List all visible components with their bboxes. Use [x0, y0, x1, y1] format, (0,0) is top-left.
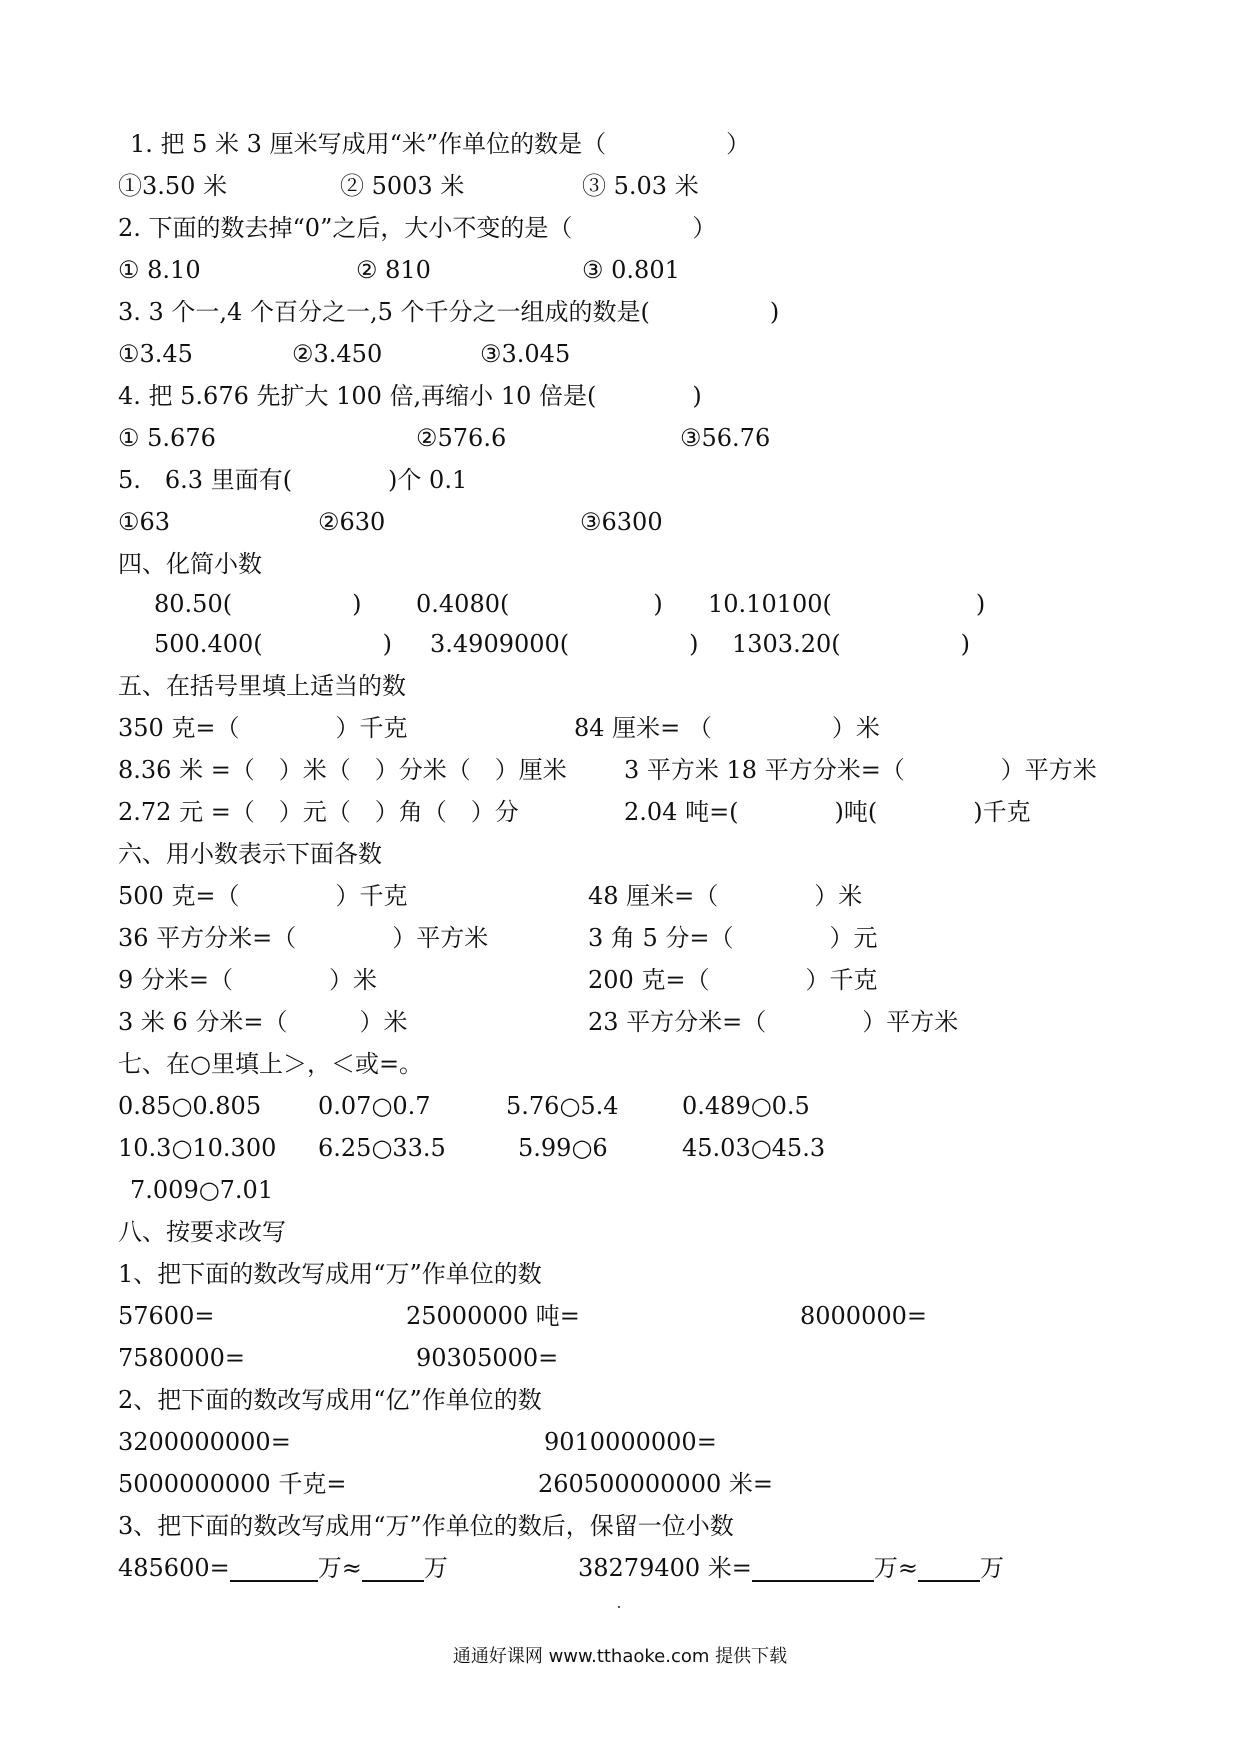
section-5-heading	[0, 666, 1240, 706]
s6-item: 48 厘米=（ ）米	[588, 882, 863, 910]
rewrite-item: 9010000000=	[544, 1428, 717, 1456]
q1-option-3: ③ 5.03 米	[582, 172, 699, 200]
q3-line	[0, 292, 1240, 332]
q1-title: 1. 把 5 米 3 厘米写成用“米”作单位的数是（ ）	[130, 130, 751, 158]
unit: 万	[423, 1554, 448, 1582]
q4-option-1: ① 5.676	[118, 424, 216, 452]
s5-item: 2.72 元 =（ ）元（ ）角（ ）分	[118, 798, 519, 826]
s6-row-3	[0, 960, 1240, 1000]
rewrite-number: 485600=	[118, 1554, 230, 1582]
q1-option-1: ①3.50 米	[118, 172, 228, 200]
answer-blank[interactable]	[230, 1554, 318, 1582]
s8-sub1-title-line	[0, 1254, 1240, 1294]
q4-options	[0, 418, 1240, 458]
s6-item: 23 平方分米=（ ）平方米	[588, 1008, 959, 1036]
q2-options	[0, 250, 1240, 290]
rewrite-number: 38279400 米=	[578, 1554, 752, 1582]
rewrite-item: 25000000 吨=	[406, 1302, 580, 1330]
q2-option-1: ① 8.10	[118, 256, 201, 284]
q5-option-1: ①63	[118, 508, 171, 536]
q2-line	[0, 208, 1240, 248]
s7-row-2	[0, 1128, 1240, 1168]
s8-sub2-row-2	[0, 1464, 1240, 1504]
s5-item: 3 平方米 18 平方分米=（ ）平方米	[624, 756, 1097, 784]
s6-row-1	[0, 876, 1240, 916]
q5-line	[0, 460, 1240, 500]
s5-item: 8.36 米 =（ ）米（ ）分米（ ）厘米	[118, 756, 567, 784]
s5-item: 2.04 吨=( )吨( )千克	[624, 798, 1031, 826]
section-8-heading	[0, 1212, 1240, 1252]
section-4-row-2	[0, 624, 1240, 664]
s5-row-2	[0, 750, 1240, 790]
s4-item: 1303.20( )	[732, 630, 970, 658]
q2-option-3: ③ 0.801	[582, 256, 680, 284]
s8-sub3-title: 3、把下面的数改写成用“万”作单位的数后，保留一位小数	[118, 1512, 734, 1540]
compare-item: 0.489○0.5	[682, 1092, 810, 1120]
rewrite-right	[578, 1548, 1004, 1588]
unit: 万	[980, 1554, 1005, 1582]
answer-blank[interactable]	[918, 1554, 980, 1582]
q3-option-1: ①3.45	[118, 340, 193, 368]
compare-item: 0.07○0.7	[318, 1092, 431, 1120]
rewrite-left	[118, 1548, 448, 1588]
s6-item: 36 平方分米=（ ）平方米	[118, 924, 489, 952]
q5-title: 5. 6.3 里面有( )个 0.1	[118, 466, 468, 494]
page-footer: 通通好课网 www.tthaoke.com 提供下载	[452, 1646, 788, 1667]
s7-row-1	[0, 1086, 1240, 1126]
q4-line	[0, 376, 1240, 416]
section-7-heading	[0, 1044, 1240, 1084]
answer-blank[interactable]	[362, 1554, 424, 1582]
compare-item: 6.25○33.5	[318, 1134, 446, 1162]
compare-item: 5.76○5.4	[506, 1092, 619, 1120]
rewrite-item: 5000000000 千克=	[118, 1470, 347, 1498]
unit-approx: 万≈	[873, 1554, 919, 1582]
q1-line	[0, 124, 1240, 164]
s4-item: 0.4080( )	[416, 590, 663, 618]
s6-item: 9 分米=（ ）米	[118, 966, 378, 994]
s5-row-3	[0, 792, 1240, 832]
answer-blank[interactable]	[752, 1554, 874, 1582]
s6-item: 3 米 6 分米=（ ）米	[118, 1008, 408, 1036]
stray-dot	[618, 1606, 620, 1608]
q3-option-2: ②3.450	[292, 340, 383, 368]
s6-item: 200 克=（ ）千克	[588, 966, 878, 994]
q5-options	[0, 502, 1240, 542]
s7-row-3	[0, 1170, 1240, 1210]
section-6-heading	[0, 834, 1240, 874]
q4-title: 4. 把 5.676 先扩大 100 倍,再缩小 10 倍是( )	[118, 382, 702, 410]
section-5-title: 五、在括号里填上适当的数	[118, 672, 406, 700]
section-6-title: 六、用小数表示下面各数	[118, 840, 382, 868]
s5-item: 84 厘米= （ ）米	[574, 714, 880, 742]
q5-option-3: ③6300	[580, 508, 663, 536]
section-4-heading	[0, 544, 1240, 584]
q3-title: 3. 3 个一,4 个百分之一,5 个千分之一组成的数是( )	[118, 298, 780, 326]
section-7-title: 七、在○里填上＞，＜或=。	[118, 1050, 424, 1078]
s8-sub2-title-line	[0, 1380, 1240, 1420]
q3-options	[0, 334, 1240, 374]
section-4-row-1	[0, 584, 1240, 624]
unit-approx: 万≈	[317, 1554, 362, 1582]
s6-row-4	[0, 1002, 1240, 1042]
s6-row-2	[0, 918, 1240, 958]
s4-item: 80.50( )	[154, 590, 362, 618]
q2-title: 2. 下面的数去掉“0”之后，大小不变的是（ ）	[118, 214, 717, 242]
s8-sub3-title-line	[0, 1506, 1240, 1546]
s6-item: 3 角 5 分=（ ）元	[588, 924, 878, 952]
q1-options	[0, 166, 1240, 206]
section-4-title: 四、化简小数	[118, 550, 262, 578]
q2-option-2: ② 810	[356, 256, 431, 284]
rewrite-item: 3200000000=	[118, 1428, 291, 1456]
s8-sub1-row-1	[0, 1296, 1240, 1336]
q1-option-2: ② 5003 米	[340, 172, 465, 200]
compare-item: 45.03○45.3	[682, 1134, 826, 1162]
s8-sub3-row	[0, 1548, 1240, 1588]
q4-option-3: ③56.76	[680, 424, 771, 452]
s5-item: 350 克=（ ）千克	[118, 714, 408, 742]
s8-sub1-title: 1、把下面的数改写成用“万”作单位的数	[118, 1260, 542, 1288]
q3-option-3: ③3.045	[480, 340, 571, 368]
s4-item: 3.4909000( )	[430, 630, 699, 658]
rewrite-item: 260500000000 米=	[538, 1470, 773, 1498]
q5-option-2: ②630	[318, 508, 386, 536]
rewrite-item: 8000000=	[800, 1302, 927, 1330]
s8-sub2-row-1	[0, 1422, 1240, 1462]
compare-item: 10.3○10.300	[118, 1134, 277, 1162]
compare-item: 7.009○7.01	[130, 1176, 274, 1204]
s4-item: 500.400( )	[154, 630, 392, 658]
rewrite-item: 90305000=	[416, 1344, 559, 1372]
rewrite-item: 7580000=	[118, 1344, 245, 1372]
s5-row-1	[0, 708, 1240, 748]
s8-sub1-row-2	[0, 1338, 1240, 1378]
rewrite-item: 57600=	[118, 1302, 215, 1330]
s8-sub2-title: 2、把下面的数改写成用“亿”作单位的数	[118, 1386, 542, 1414]
section-8-title: 八、按要求改写	[118, 1218, 286, 1246]
s6-item: 500 克=（ ）千克	[118, 882, 408, 910]
q4-option-2: ②576.6	[416, 424, 507, 452]
compare-item: 0.85○0.805	[118, 1092, 262, 1120]
compare-item: 5.99○6	[518, 1134, 608, 1162]
s4-item: 10.10100( )	[708, 590, 986, 618]
